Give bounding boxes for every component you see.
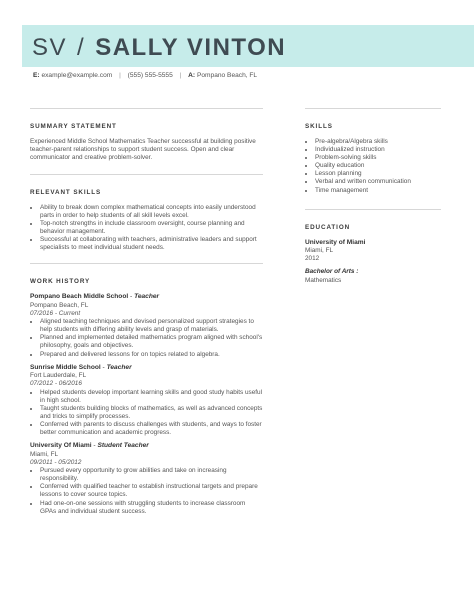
job-dates: 07/2016 - Current	[30, 309, 81, 317]
job-heading: University Of Miami - Student Teacher	[30, 442, 149, 450]
job-location: Miami, FL	[30, 450, 59, 458]
divider	[30, 263, 263, 264]
relevant-skills-title: RELEVANT SKILLS	[30, 188, 102, 196]
contact-separator: |	[179, 72, 182, 79]
phone-number: (555) 555-5555	[127, 72, 173, 79]
list-item: • Pursued every opportunity to grow abilities and take on increasing responsibility.	[40, 467, 263, 483]
divider	[305, 209, 441, 210]
list-item: • Top-notch strengths in include classroom oversight, course planning and behavior management.	[40, 220, 263, 236]
list-item: • Quality education	[315, 162, 441, 170]
list-item: • Pre-algebra/Algebra skills	[315, 138, 441, 146]
divider	[30, 108, 263, 109]
list-item: • Had one-on-one sessions with struggling students to increase classroom GPAs and individual student success.	[40, 500, 263, 516]
skills-title: SKILLS	[305, 123, 333, 130]
list-item: • Helped students develop important learning skills and good study habits useful in high school.	[40, 389, 263, 405]
job-employer: Pompano Beach Middle School	[30, 293, 129, 301]
education-title: EDUCATION	[305, 223, 351, 231]
email-label: E:	[33, 72, 40, 79]
job-employer: Sunrise Middle School	[30, 363, 101, 371]
summary-title: SUMMARY STATEMENT	[30, 123, 117, 130]
job-dates: 09/2011 - 05/2012	[30, 458, 82, 466]
list-item: • Prepared and delivered lessons for on topics related to algebra.	[40, 351, 263, 359]
list-item: • Time management	[315, 187, 441, 195]
list-item: • Verbal and written communication	[315, 178, 441, 186]
left-column	[30, 108, 263, 521]
job-role: Teacher	[106, 363, 132, 371]
list-item: • Planned and implemented detailed mathematics program aligned with school's philosophy, goals and objectives.	[40, 334, 263, 350]
job-employer: University Of Miami	[30, 442, 92, 450]
job-bullets	[30, 467, 263, 516]
education-year: 2012	[305, 255, 320, 263]
education-location: Miami, FL	[305, 247, 334, 255]
contact-line	[33, 72, 257, 79]
job-location: Fort Lauderdale, FL	[30, 372, 87, 380]
name-initials: SV	[32, 34, 68, 61]
skills-list	[305, 138, 441, 195]
job-entry	[30, 293, 263, 358]
summary-text: Experienced Middle School Mathematics Teacher successful at building positive teacher-parent relationships to support student success. Open and clear communicator and creative problem-solver.	[30, 138, 256, 162]
address: Pompano Beach, FL	[196, 72, 258, 79]
job-bullets	[30, 318, 263, 358]
job-heading: Sunrise Middle School - Teacher	[30, 363, 132, 371]
job-heading: Pompano Beach Middle School - Teacher	[30, 293, 160, 301]
list-item: • Aligned teaching techniques and devised personalized support strategies to help students with differing ability levels and grasp of materials.	[40, 318, 263, 334]
candidate-name	[32, 34, 286, 62]
address-label: A:	[188, 72, 196, 79]
job-dates: 07/2012 - 06/2016	[30, 380, 82, 388]
contact-separator: |	[119, 72, 121, 79]
list-item: • Lesson planning	[315, 170, 441, 178]
job-role: Student Teacher	[97, 442, 149, 450]
education-degree: Bachelor of Arts :	[305, 268, 359, 276]
job-role: Teacher	[134, 293, 160, 301]
job-bullets	[30, 389, 263, 438]
job-location: Pompano Beach, FL	[30, 301, 89, 309]
list-item: • Conferred with parents to discuss challenges with students, and ways to foster better communication and academic progress.	[40, 421, 263, 437]
divider	[30, 174, 263, 175]
right-column	[305, 108, 441, 285]
relevant-skills-list	[30, 204, 263, 253]
education-major: Mathematics	[305, 276, 342, 284]
full-name: SALLY VINTON	[95, 34, 287, 61]
job-entry	[30, 364, 263, 438]
list-item: • Ability to break down complex mathematical concepts into easily understood parts in order to help students of all skill levels excel.	[40, 204, 263, 220]
list-item: • Individualized instruction	[315, 146, 441, 154]
list-item: • Successful at collaborating with teachers, administrative leaders and support specialists to meet individual student needs.	[40, 236, 263, 252]
name-slash: /	[77, 34, 86, 61]
list-item: • Problem-solving skills	[315, 154, 441, 162]
education-school: University of Miami	[305, 238, 366, 246]
list-item: • Conferred with qualified teacher to establish instructional targets and prepare lessons to cover source topics.	[40, 483, 263, 499]
divider	[305, 108, 441, 109]
work-history-title: WORK HISTORY	[30, 278, 91, 286]
email-address[interactable]: example@example.com	[41, 72, 113, 79]
list-item: • Taught students building blocks of mathematics, as well as advanced concepts and tricks to simplify processes.	[40, 405, 263, 421]
job-entry	[30, 442, 263, 516]
